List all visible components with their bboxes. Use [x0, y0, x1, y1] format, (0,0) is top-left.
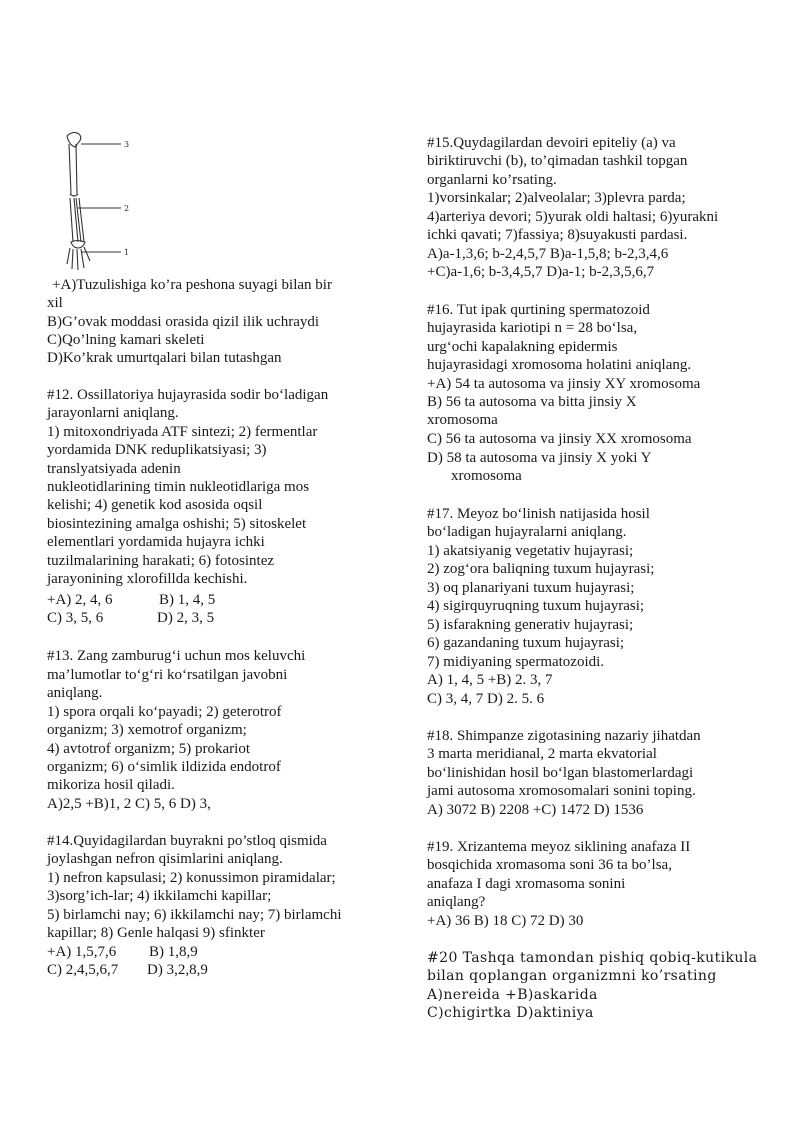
figure-label-3: 3 — [124, 140, 130, 149]
question-text: kapillar; 8) Genle halqasi 9) sfinkter — [47, 925, 265, 941]
question-text: organizm; 3) xemotrof organizm; — [47, 722, 247, 738]
option-b: B)G’ovak moddasi orasida qizil ilik uchraydi — [47, 314, 320, 330]
question-text: #16. Tut ipak qurtining spermatozoid — [427, 302, 650, 318]
question-text: 3)sorg’ich-lar; 4) ikkilamchi kapillar; — [47, 888, 272, 904]
question-text: bosqichida xromasoma soni 36 ta bo’lsa, — [427, 857, 672, 873]
question-text: 3 marta meridianal, 2 marta ekvatorial — [427, 746, 657, 762]
question-text: 7) midiyaning spermatozoidi. — [427, 654, 605, 670]
answer-options: A) 1, 4, 5 +B) 2. 3, 7 — [427, 672, 553, 688]
question-text: #17. Meyoz bo‘linish natijasida hosil — [427, 506, 650, 522]
question-text: aniqlang? — [427, 894, 486, 910]
question-text: 1) nefron kapsulasi; 2) konussimon piramidalar; — [47, 870, 336, 886]
question-text: ma’lumotlar to‘g‘ri ko‘rsatilgan javobni — [47, 667, 288, 683]
question-text: jami autosoma xromosomalari sonini toping. — [427, 783, 696, 799]
option-a: +A) 2, 4, 6 — [47, 592, 113, 608]
question-text: hujayrasida kariotipi n = 28 bo‘lsa, — [427, 320, 638, 336]
question-text: #20 Tashqa tamondan pishiq qobiq-kutikula — [427, 950, 758, 966]
question-text: #18. Shimpanze zigotasining nazariy jihatdan — [427, 728, 701, 744]
question-text: #15.Quydagilardan devoiri epiteliy (a) va — [427, 135, 676, 151]
option-c: C) 56 ta autosoma va jinsiy XX xromosoma — [427, 431, 692, 447]
question-text: mikoriza hosil qiladi. — [47, 777, 175, 793]
answer-options: A)nereida +B)askarida — [427, 987, 598, 1003]
figure-label-2: 2 — [124, 204, 130, 213]
question-text: #12. Ossillatoriya hujayrasida sodir bo‘ladigan — [47, 387, 329, 403]
option-c: C) 3, 5, 6 — [47, 610, 104, 626]
option-a: +A) 54 ta autosoma va jinsiy XY xromosoma — [427, 376, 701, 392]
option-d: D) 2, 3, 5 — [157, 610, 215, 626]
option-c: C)Qo’lning kamari skeleti — [47, 332, 205, 348]
question-text: tuzilmalarining harakati; 6) fotosintez — [47, 553, 275, 569]
option-a-cont: xil — [47, 295, 63, 311]
question-text: yordamida DNK reduplikatsiyasi; 3) — [47, 442, 267, 458]
option-d: D) 3,2,8,9 — [147, 962, 208, 978]
question-text: 4)arteriya devori; 5)yurak oldi haltasi; 6)yurakni — [427, 209, 719, 225]
question-text: biriktiruvchi (b), to’qimadan tashkil topgan — [427, 153, 688, 169]
option-b: B) 1,8,9 — [149, 944, 198, 960]
question-text: 3) oq planariyani tuxum hujayrasi; — [427, 580, 635, 596]
answer-options: A) 3072 B) 2208 +C) 1472 D) 1536 — [427, 802, 644, 818]
option-d: D) 58 ta autosoma va jinsiy X yoki Y — [427, 450, 652, 466]
option-a: +A)Tuzulishiga ko’ra peshona suyagi bilan bir — [52, 277, 332, 293]
question-text: 5) birlamchi nay; 6) ikkilamchi nay; 7) birlamchi — [47, 907, 342, 923]
question-text: joylashgan nefron qisimlarini aniqlang. — [47, 851, 283, 867]
question-text: #13. Zang zamburug‘i uchun mos keluvchi — [47, 648, 306, 664]
question-text: 2) zog‘ora baliqning tuxum hujayrasi; — [427, 561, 655, 577]
question-text: #14.Quyidagilardan buyrakni po’stloq qismida — [47, 833, 327, 849]
question-text: urg‘ochi kapalakning epidermis — [427, 339, 618, 355]
question-text: elementlari yordamida hujayra ichki — [47, 534, 265, 550]
forearm-bones — [70, 198, 84, 242]
question-text: #19. Xrizantema meyoz siklining anafaza II — [427, 839, 691, 855]
question-text: 6) gazandaning tuxum hujayrasi; — [427, 635, 625, 651]
question-text: organizm; 6) o‘simlik ildizida endotrof — [47, 759, 281, 775]
question-text: 1)vorsinkalar; 2)alveolalar; 3)plevra parda; — [427, 190, 686, 206]
question-text: 4) sigirquyruqning tuxum hujayrasi; — [427, 598, 645, 614]
question-text: bo‘linishidan hosil bo‘lgan blastomerlardagi — [427, 765, 694, 781]
question-text: aniqlang. — [47, 685, 103, 701]
option-d: D)Ko’krak umurtqalari bilan tutashgan — [47, 350, 282, 366]
question-text: bo‘ladigan hujayralarni aniqlang. — [427, 524, 627, 540]
question-text: translyatsiyada adenin — [47, 461, 181, 477]
answer-options: C) 3, 4, 7 D) 2. 5. 6 — [427, 691, 545, 707]
option-b: B) 1, 4, 5 — [159, 592, 216, 608]
arm-skeleton-figure — [55, 128, 145, 278]
question-text: 1) akatsiyanig vegetativ hujayrasi; — [427, 543, 634, 559]
option-b: B) 56 ta autosoma va bitta jinsiy X — [427, 394, 637, 410]
question-text: 4) avtotrof organizm; 5) prokariot — [47, 741, 250, 757]
figure-label-1: 1 — [124, 248, 130, 257]
question-text: biosintezining amalga oshishi; 5) sitoskelet — [47, 516, 307, 532]
question-text: jarayonining xlorofillda kechishi. — [47, 571, 248, 587]
question-text: 1) mitoxondriyada ATF sintezi; 2) fermentlar — [47, 424, 318, 440]
answer-options: A)a-1,3,6; b-2,4,5,7 B)a-1,5,8; b-2,3,4,6 — [427, 246, 669, 262]
question-text: nukleotidlarining timin nukleotidlariga mos — [47, 479, 310, 495]
answer-options: A)2,5 +B)1, 2 C) 5, 6 D) 3, — [47, 796, 211, 812]
question-text: kelishi; 4) genetik kod asosida oqsil — [47, 497, 263, 513]
option-c: C) 2,4,5,6,7 — [47, 962, 119, 978]
question-text: 5) isfarakning generativ hujayrasi; — [427, 617, 634, 633]
question-text: organlarni ko’rsating. — [427, 172, 557, 188]
option-d-cont: xromosoma — [451, 468, 522, 484]
answer-options: C)chigirtka D)aktiniya — [427, 1005, 594, 1021]
humerus-bone — [69, 144, 78, 196]
answer-options: +A) 36 B) 18 C) 72 D) 30 — [427, 913, 584, 929]
answer-options: +C)a-1,6; b-3,4,5,7 D)a-1; b-2,3,5,6,7 — [427, 264, 655, 280]
question-text: 1) spora orqali ko‘payadi; 2) geterotrof — [47, 704, 282, 720]
question-text: bilan qoplangan organizmni ko’rsating — [427, 968, 717, 984]
question-text: hujayrasidagi xromosoma holatini aniqlang. — [427, 357, 692, 373]
finger-bones — [67, 247, 90, 270]
question-text: anafaza I dagi xromasoma sonini — [427, 876, 626, 892]
option-b-cont: xromosoma — [427, 412, 498, 428]
question-text: ichki qavati; 7)fassiya; 8)suyakusti pardasi. — [427, 227, 688, 243]
option-a: +A) 1,5,7,6 — [47, 944, 117, 960]
question-text: jarayonlarni aniqlang. — [47, 405, 179, 421]
